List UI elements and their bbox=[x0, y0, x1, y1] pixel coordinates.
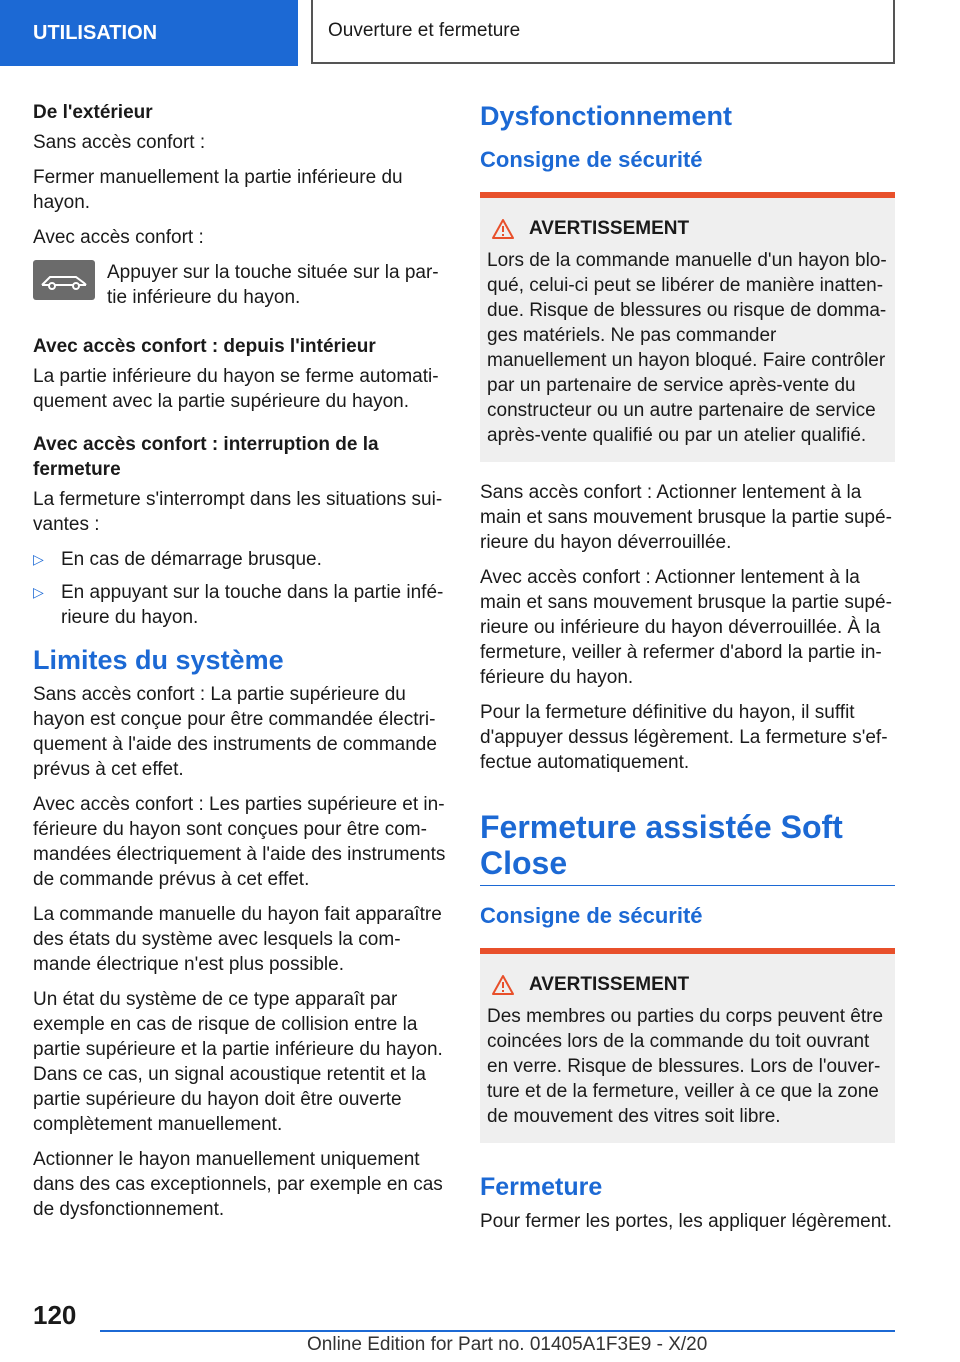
chapter-box bbox=[311, 0, 895, 64]
softclose-title: Fermeture assistée Soft Close bbox=[480, 809, 843, 881]
section-label: UTILISATION bbox=[33, 21, 158, 44]
page-number: 120 bbox=[33, 1300, 77, 1330]
interrupt-text: La fermeture s'interrompt dans les situations suivantes : bbox=[33, 489, 443, 535]
malfunction-paragraph-2: Avec accès confort : Actionner lentement à la main et sans mouvement brusque la partie supérieure ou inférieure du hayon déverrouillée. À la fermeture, veiller à refermer d'abord la partie inférieure du hayon. bbox=[480, 567, 892, 688]
warning-box-2 bbox=[480, 948, 895, 1143]
interior-title: Avec accès confort : depuis l'intérieur bbox=[33, 336, 376, 357]
warning-header-1 bbox=[487, 218, 888, 240]
list-item bbox=[33, 547, 448, 572]
right-column bbox=[480, 100, 895, 1244]
edition-text: Online Edition for Part no. 01405A1F3E9 - X/20 bbox=[307, 1334, 708, 1355]
warning-text-2: Des membres ou parties du corps peuvent être coincées lors de la commande du toit ouvrant en verre. Risque de blessures. Lors de l'ouverture et de la fermeture, veiller à ce que la zone de mouvement des vitres soit libre. bbox=[487, 1006, 884, 1127]
sans-acces-text: Fermer manuellement la partie inférieure du hayon. bbox=[33, 167, 403, 213]
malfunction-paragraph-3: Pour la fermeture définitive du hayon, il suffit d'appuyer dessus légèrement. La fermeture s'effectue automatiquement. bbox=[480, 702, 888, 773]
list-item bbox=[33, 580, 448, 630]
limits-paragraph-1: Sans accès confort : La partie supérieure du hayon est conçue pour être commandée électriquement à l'aide des instruments de commande prévus à cet effet. bbox=[33, 684, 437, 780]
chapter-label: Ouverture et fermeture bbox=[328, 20, 521, 41]
triangle-bullet-icon: ▷ bbox=[33, 551, 44, 567]
warning-label-1: AVERTISSEMENT bbox=[529, 218, 690, 239]
limits-paragraph-4: Un état du système de ce type apparaît par exemple en cas de risque de collision entre la partie supérieure et la partie inférieure du hayon. Dans ce cas, un signal acoustique retentit et la partie supérieure du hayon doit être ouverte complètement manuellement. bbox=[33, 989, 443, 1135]
section-tab bbox=[0, 0, 298, 66]
softclose-rule bbox=[480, 885, 895, 886]
interior-text: La partie inférieure du hayon se ferme automatiquement avec la partie supérieure du hayon. bbox=[33, 366, 439, 412]
limits-paragraph-2: Avec accès confort : Les parties supérieure et inférieure du hayon sont conçues pour être commandées électriquement à l'aide des instruments de commande prévus à cet effet. bbox=[33, 794, 446, 890]
closing-title: Fermeture bbox=[480, 1173, 603, 1201]
list-item-text: En appuyant sur la touche dans la partie inférieure du hayon. bbox=[61, 582, 444, 628]
exterior-title: De l'extérieur bbox=[33, 102, 153, 123]
malfunction-title: Dysfonctionnement bbox=[480, 101, 733, 131]
limits-title: Limites du système bbox=[33, 645, 284, 675]
tailgate-button-text: Appuyer sur la touche située sur la partie inférieure du hayon. bbox=[107, 262, 439, 308]
footer-rule bbox=[100, 1330, 895, 1332]
warning-triangle-icon bbox=[491, 974, 515, 996]
tailgate-button-icon bbox=[33, 260, 95, 300]
malfunction-paragraph-1: Sans accès confort : Actionner lentement à la main et sans mouvement brusque la partie supérieure du hayon déverrouillée. bbox=[480, 482, 892, 553]
safety-title-1: Consigne de sécurité bbox=[480, 147, 703, 172]
warning-label-2: AVERTISSEMENT bbox=[529, 974, 690, 995]
list-item-text: En cas de démarrage brusque. bbox=[61, 549, 322, 570]
tailgate-button-row bbox=[33, 260, 448, 310]
interrupt-list bbox=[33, 547, 448, 630]
interrupt-title: Avec accès confort : interruption de la fermeture bbox=[33, 434, 379, 480]
limits-paragraph-3: La commande manuelle du hayon fait apparaître des états du système avec lesquels la commande électrique n'est plus possible. bbox=[33, 904, 442, 975]
sans-acces-label: Sans accès confort : bbox=[33, 132, 206, 153]
warning-text-1: Lors de la commande manuelle d'un hayon bloqué, celui-ci peut se libérer de manière inattendue. Risque de blessures ou risque de dommages matériels. Ne pas commander manuellement un hayon bloqué. Faire contrôler par un partenaire de service après-vente du constructeur ou un autre partenaire de service après-vente qualifié ou par un atelier qualifié. bbox=[487, 250, 887, 446]
warning-box-1 bbox=[480, 192, 895, 462]
safety-title-2: Consigne de sécurité bbox=[480, 903, 703, 928]
closing-text: Pour fermer les portes, les appliquer légèrement. bbox=[480, 1211, 892, 1232]
warning-triangle-icon bbox=[491, 218, 515, 240]
warning-header-2 bbox=[487, 974, 888, 996]
left-column bbox=[33, 100, 448, 1232]
limits-paragraph-5: Actionner le hayon manuellement uniquement dans des cas exceptionnels, par exemple en cas de dysfonctionnement. bbox=[33, 1149, 443, 1220]
triangle-bullet-icon: ▷ bbox=[33, 584, 44, 600]
avec-acces-label: Avec accès confort : bbox=[33, 227, 204, 248]
